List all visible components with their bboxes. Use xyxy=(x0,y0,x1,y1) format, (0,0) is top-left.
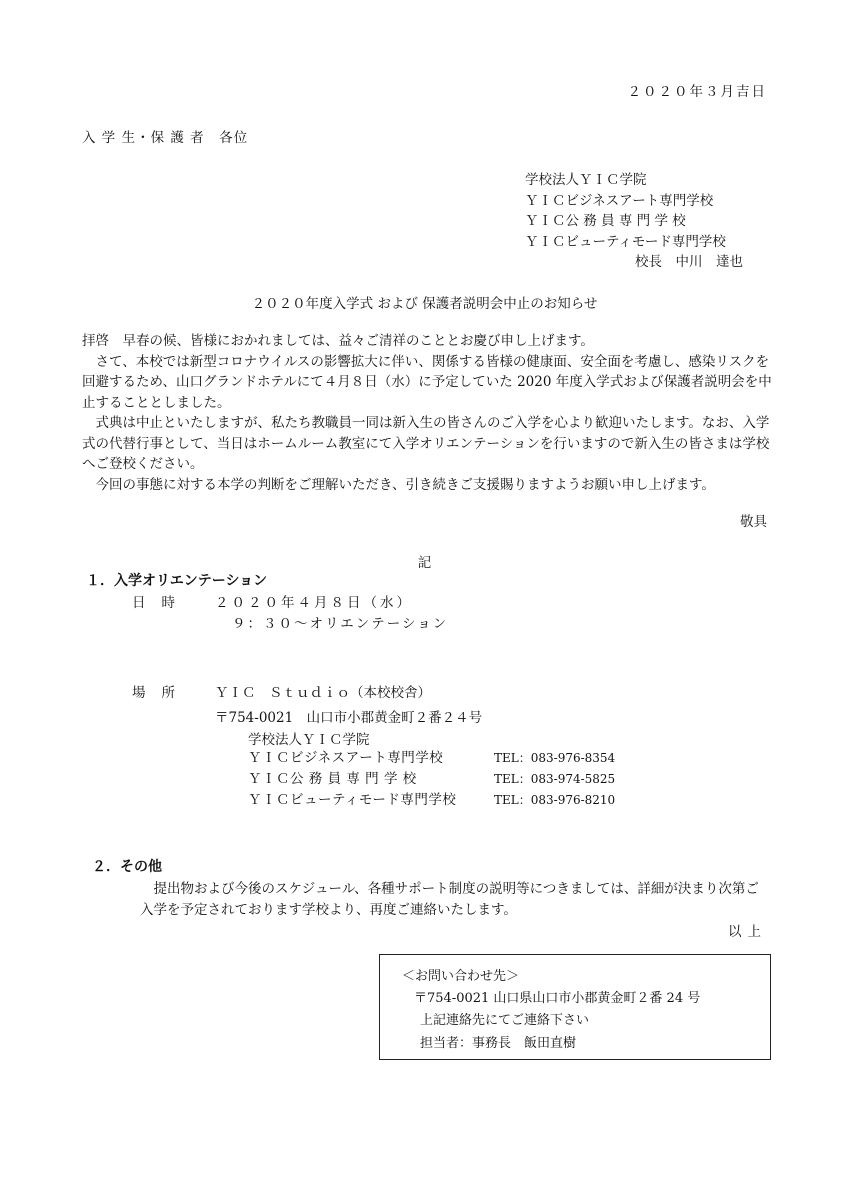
closing-ijo: 以上 xyxy=(728,924,767,940)
school-row xyxy=(248,748,615,769)
sender-block xyxy=(525,170,743,273)
school-tel: TEL：083-974-5825 xyxy=(494,772,616,786)
sender-line: 学校法人ＹＩＣ学院 xyxy=(525,172,647,188)
school-tel: TEL：083-976-8210 xyxy=(494,793,616,807)
place-label: 場所 xyxy=(132,685,191,701)
section-1-heading: １．入学オリエンテーション xyxy=(86,573,268,589)
datetime-label: 日時 xyxy=(132,595,191,611)
sender-line: ＹＩＣビューティモード専門学校 xyxy=(525,233,726,250)
contact-title: ＜お問い合わせ先＞ xyxy=(402,969,520,984)
school-row xyxy=(248,790,615,811)
sender-line: ＹＩＣ公 務 員 専 門 学 校 xyxy=(525,213,686,229)
place-value: ＹＩＣ Ｓｔｕｄｉｏ（本校校舎） xyxy=(215,685,431,701)
letter-body xyxy=(82,331,772,495)
event-date: ２０２０年４月８日（水） xyxy=(215,595,413,611)
place-row xyxy=(0,683,849,703)
school-name: ＹＩＣビューティモード専門学校 xyxy=(248,792,457,808)
body-paragraph: 式典は中止といたしますが、私たち教職員一同は新入生の皆さんのご入学を心より歓迎いたします。なお、入学式の代替行事として、当日はホームルーム教室にて入学オリエンテーションを行いますので新入生の皆さまは学校へご登校ください。 xyxy=(82,415,770,472)
contact-note: 上記連絡先にてご連絡下さい xyxy=(420,1013,590,1028)
document-title: ２０２０年度入学式 および 保護者説明会中止のお知らせ xyxy=(251,296,598,312)
body-paragraph: 今回の事態に対する本学の判断をご理解いただき、引き続きご支援賜りますようお願い申し上げます。 xyxy=(82,476,715,493)
school-list xyxy=(248,748,615,811)
school-name: ＹＩＣビジネスアート専門学校 xyxy=(248,750,444,766)
principal-name: 校長 中川 達也 xyxy=(635,254,743,270)
contact-box xyxy=(379,954,771,1060)
school-tel: TEL：083-976-8354 xyxy=(494,751,616,765)
section-2-paragraph: 提出物および今後のスケジュール、各種サポート制度の説明等につきましては、詳細が決まり次第ご入学を予定されております学校より、再度ご連絡いたします。 xyxy=(140,881,759,918)
section-2-text xyxy=(140,879,772,921)
datetime-row xyxy=(0,593,849,613)
closing-keigu: 敬具 xyxy=(740,514,767,530)
section-2-heading: ２．その他 xyxy=(92,859,162,875)
contact-address: 〒754-0021 山口県山口市小郡黄金町２番 24 号 xyxy=(414,991,701,1006)
issue-date: ２０２０年３月吉日 xyxy=(627,84,767,100)
addressee: 入 学 生・保 護 者 各位 xyxy=(82,130,249,146)
contact-person: 担当者：事務長 飯田直樹 xyxy=(420,1036,577,1051)
place-org: 学校法人ＹＩＣ学院 xyxy=(248,732,370,748)
body-paragraph: さて、本校では新型コロナウイルスの影響拡大に伴い、関係する皆様の健康面、安全面を考慮し、感染リスクを回避するため、山口グランドホテルにて４月８日（水）に予定していた 2020 年度入学式および保護者説明会を中止することとしました。 xyxy=(82,353,772,411)
body-paragraph: 拝啓 早春の候、皆様におかれましては、益々ご清祥のこととお慶び申し上げます。 xyxy=(82,333,594,349)
ki-heading: 記 xyxy=(417,555,432,571)
school-row xyxy=(248,769,615,790)
school-name: ＹＩＣ公 務 員 専 門 学 校 xyxy=(248,771,417,787)
place-address: 〒754-0021 山口市小郡黄金町２番２４号 xyxy=(215,710,483,726)
sender-line: ＹＩＣビジネスアート専門学校 xyxy=(525,192,714,209)
event-time: ９：３０～オリエンテーション xyxy=(232,616,449,632)
